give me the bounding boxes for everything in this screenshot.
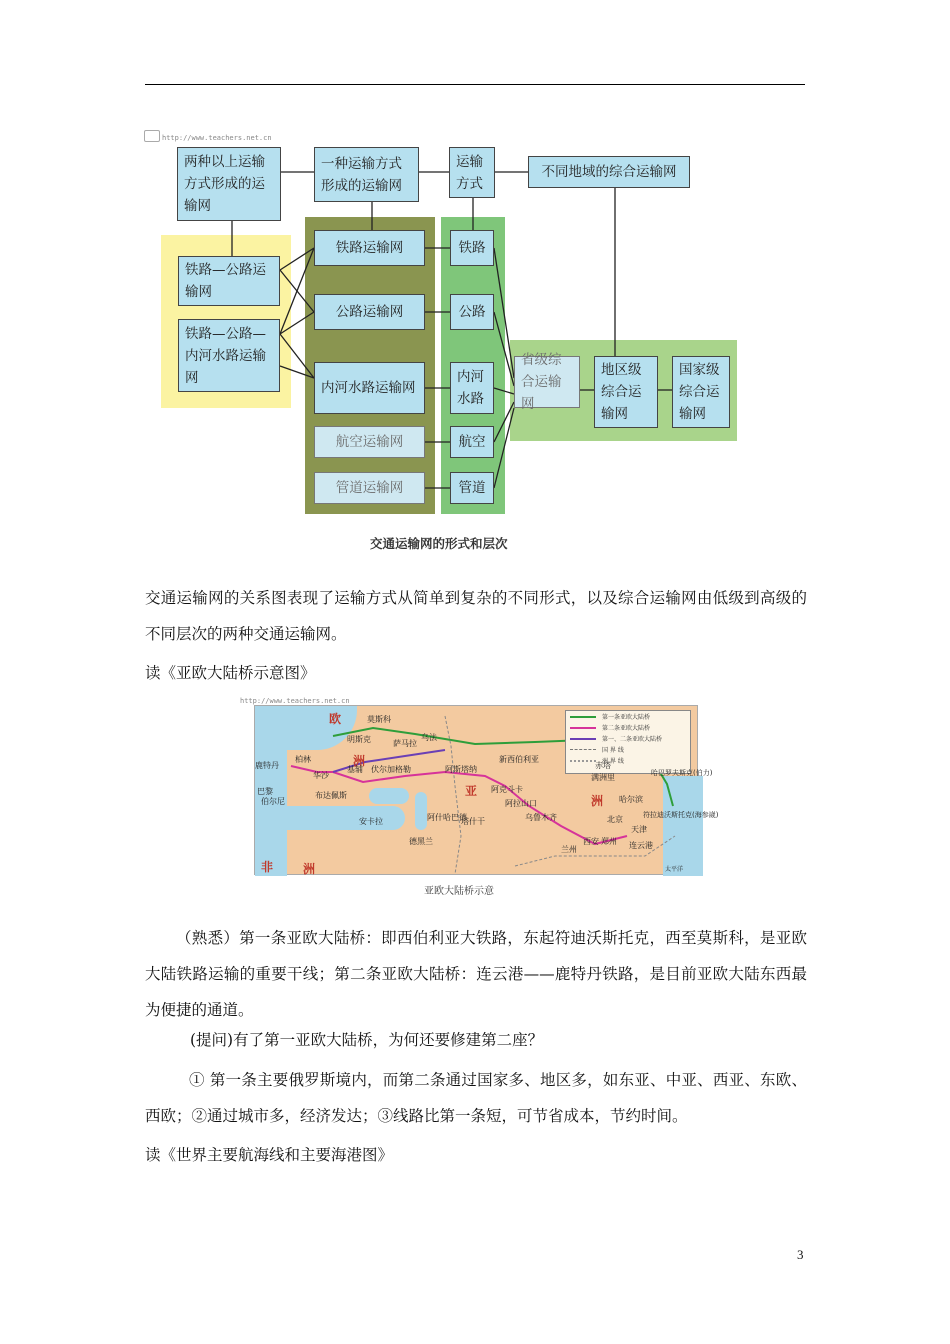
- node-single-mode-network: 一种运输方式形成的运输网: [314, 147, 419, 202]
- place-beijing: 北京: [607, 815, 623, 824]
- legend-item: 第二条亚欧大陆桥: [566, 722, 690, 733]
- place-aktogay: 阿克斗卡: [491, 785, 523, 794]
- region-europe: 欧: [329, 712, 342, 726]
- place-tehran: 德黑兰: [409, 837, 433, 846]
- node-rail-road-network: 铁路—公路运输网: [178, 256, 280, 306]
- node-rail-road-river-network: 铁路—公路—内河水路运输网: [178, 319, 280, 392]
- watermark-url: http://www.teachers.net.cn: [162, 134, 272, 142]
- place-manzhouli: 满洲里: [591, 773, 615, 782]
- legend-item: 洲 界 线: [566, 755, 690, 766]
- place-chita: 赤塔: [595, 761, 611, 770]
- transport-network-diagram: [142, 116, 782, 556]
- place-urumqi: 乌鲁木齐: [525, 813, 557, 822]
- region-europe-2: 洲: [353, 754, 366, 768]
- legend-item: 第一条亚欧大陆桥: [566, 711, 690, 722]
- node-provincial-network: 省级综合运输网: [514, 356, 580, 408]
- map-watermark-url: http://www.teachers.net.cn: [240, 697, 350, 705]
- place-samara: 萨马拉: [393, 739, 417, 748]
- region-asia: 亚: [465, 784, 478, 798]
- place-bern: 伯尔尼: [261, 797, 285, 806]
- map-legend: [565, 710, 691, 774]
- node-transport-mode: 运输方式: [449, 147, 495, 198]
- place-kiev: 基辅: [347, 765, 363, 774]
- page-number: 3: [797, 1247, 804, 1262]
- node-river-network: 内河水路运输网: [314, 362, 425, 414]
- node-air-network: 航空运输网: [314, 426, 425, 458]
- place-ufa: 乌法: [421, 733, 437, 742]
- node-river: 内河水路: [450, 362, 494, 414]
- eurasia-land-bridge-map: [254, 705, 719, 876]
- node-regional-network: 不同地域的综合运输网: [528, 156, 690, 188]
- place-lianyungang: 连云港: [629, 841, 653, 850]
- place-minsk: 明斯克: [347, 735, 371, 744]
- node-district-network: 地区级综合运输网: [594, 356, 658, 428]
- place-xian: 西安: [583, 837, 599, 846]
- place-paris: 巴黎: [257, 787, 273, 796]
- place-warsaw: 华沙: [313, 771, 329, 780]
- place-khabarovsk: 哈巴罗夫斯克(伯力): [651, 769, 713, 777]
- place-berlin: 柏林: [295, 755, 311, 764]
- place-harbin: 哈尔滨: [619, 795, 643, 804]
- legend-item: 国 界 线: [566, 744, 690, 755]
- place-ankara: 安卡拉: [359, 817, 383, 826]
- place-moscow: 莫斯科: [367, 715, 391, 724]
- node-pipeline-network: 管道运输网: [314, 472, 425, 504]
- place-astana: 阿斯塔纳: [445, 765, 477, 774]
- question-line: (提问)有了第一亚欧大陆桥，为何还要修建第二座？: [190, 1031, 544, 1049]
- diagram-caption: 交通运输网的形式和层次: [370, 536, 508, 551]
- read-sea-routes-heading: 读《世界主要航海线和主要海港图》: [145, 1146, 394, 1164]
- read-map-heading: 读《亚欧大陆桥示意图》: [145, 664, 316, 682]
- place-zhengzhou: 郑州: [601, 837, 617, 846]
- map-caption: 亚欧大陆桥示意: [424, 886, 494, 897]
- place-tashkent: 塔什干: [461, 817, 485, 826]
- paragraph-land-bridges: （熟悉）第一条亚欧大陆桥：即西伯利亚大铁路，东起符迪沃斯托克，西至莫斯科，是亚欧大陆铁路运输的重要干线；第二条亚欧大陆桥：连云港——鹿特丹铁路，是目前亚欧大陆东西最为便捷的通道。: [145, 929, 807, 1019]
- legend-item: 第一、二条亚欧大陆桥: [566, 733, 690, 744]
- place-ashgabat: 阿什哈巴德: [427, 813, 467, 822]
- node-road-network: 公路运输网: [314, 294, 425, 330]
- node-multi-mode-network: 两种以上运输方式形成的运输网: [177, 147, 281, 221]
- region-asia-2: 洲: [591, 794, 604, 808]
- header-rule: [145, 84, 805, 85]
- node-air: 航空: [450, 426, 494, 458]
- region-africa-2: 洲: [303, 862, 316, 876]
- paragraph-answer: ① 第一条主要俄罗斯境内，而第二条通过国家多、地区多，如东亚、中亚、西亚、东欧、西欧；②通过城市多，经济发达；③线路比第一条短，可节省成本，节约时间。: [145, 1071, 807, 1125]
- node-national-network: 国家级综合运输网: [672, 356, 730, 428]
- node-rail: 铁路: [450, 230, 494, 266]
- place-rotterdam: 鹿特丹: [255, 761, 279, 770]
- place-alashankou: 阿拉山口: [505, 799, 537, 808]
- place-tianjin: 天津: [631, 825, 647, 834]
- paragraph-network-description: 交通运输网的关系图表现了运输方式从简单到复杂的不同形式，以及综合运输网由低级到高级的不同层次的两种交通运输网。: [145, 589, 807, 643]
- place-vladivostok: 符拉迪沃斯托克(海参崴): [643, 811, 719, 819]
- place-pacific: 太平洋: [665, 866, 684, 873]
- place-budapest: 布达佩斯: [315, 791, 347, 800]
- node-pipeline: 管道: [450, 472, 494, 504]
- place-novosibirsk: 新西伯利亚: [499, 755, 539, 764]
- node-rail-network: 铁路运输网: [314, 230, 425, 266]
- place-volgograd: 伏尔加格勒: [371, 765, 411, 774]
- region-africa: 非: [261, 860, 274, 874]
- place-lanzhou: 兰州: [561, 845, 577, 854]
- node-road: 公路: [450, 294, 494, 330]
